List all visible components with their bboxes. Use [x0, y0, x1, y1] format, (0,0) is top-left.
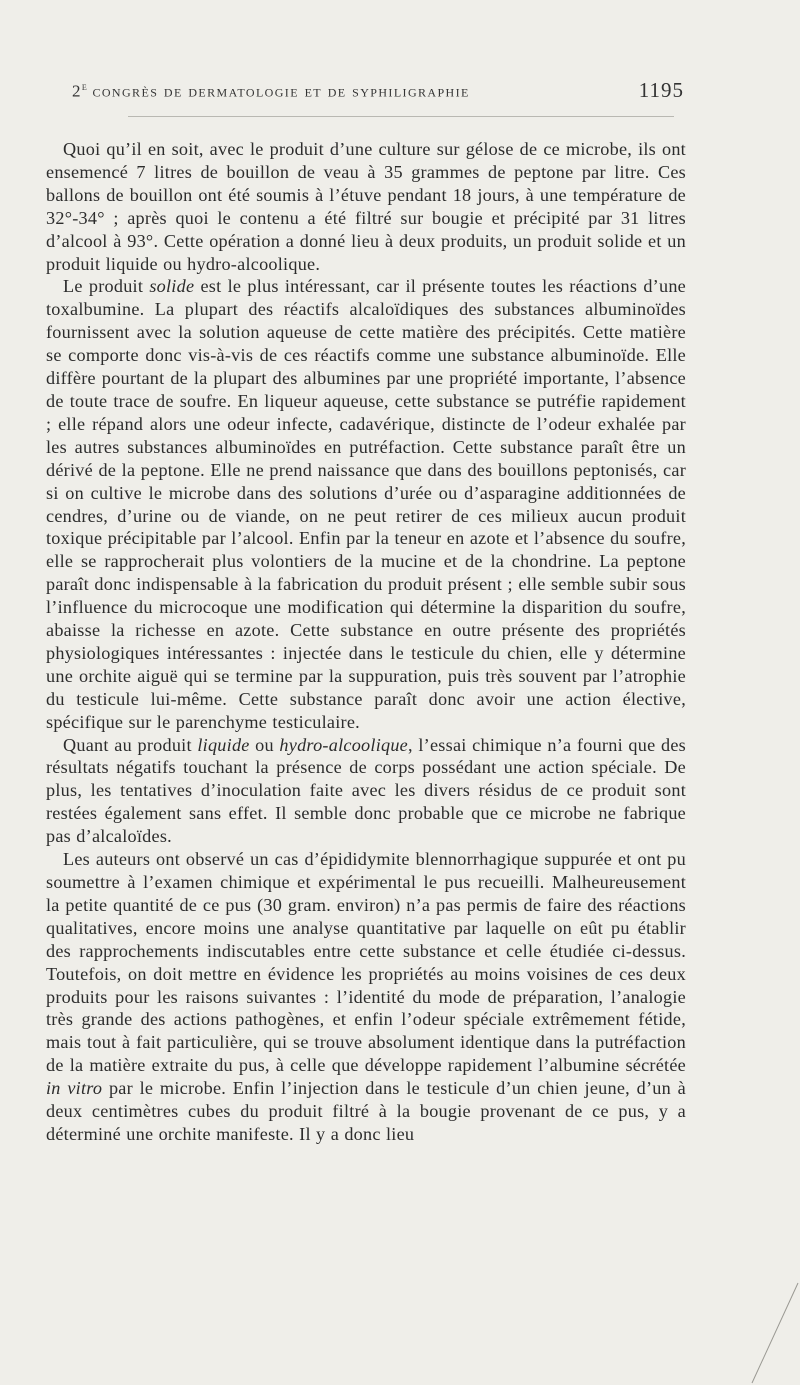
paragraph	[46, 734, 686, 849]
text-run: est le plus intéressant, car il présente toutes les réactions d’une toxalbumine. La plupart des réactifs alcaloïdiques des substances albuminoïdes fournissent avec la solution aqueuse de cette matière des précipités. Cette matière se comporte donc vis-à-vis de ces réactifs comme une substance albuminoïde. Elle diffère pourtant de la plupart des albumines par une propriété importante, l’absence de toute trace de soufre. En liqueur aqueuse, cette substance se putréfie rapidement ; elle répand alors une odeur infecte, cadavérique, distincte de l’odeur exhalée par les autres substances albuminoïdes en putréfaction. Cette substance paraît être un dérivé de la peptone. Elle ne prend naissance que dans des bouillons peptonisés, car si on cultive le microbe dans des solutions d’urée ou d’asparagine additionnées de cendres, d’urine ou de viande, on ne peut retirer de ces milieux aucun produit toxique précipitable par l’alcool. Enfin par la teneur en azote et l’absence du soufre, elle se rapprocherait plus volontiers de la mucine et de la chondrine. La peptone paraît donc indispensable à la fabrication du produit présent ; elle semble subir sous l’influence du microcoque une modification qui détermine la disparition du soufre, abaisse la richesse en azote. Cette substance en outre présente des propriétés physiologiques intéressantes : injectée dans le testicule du chien, elle y détermine une orchite aiguë qui se termine par la suppuration, puis très souvent par l’atrophie du testicule lui-même. Cette substance paraît donc avoir une action élective, spécifique sur le parenchyme testiculaire.	[46, 276, 686, 732]
italic-text: hydro-alcoolique	[279, 734, 409, 755]
page-corner-mark	[740, 1275, 800, 1385]
header-ordinal-suffix: e	[81, 81, 87, 94]
paragraph	[46, 848, 686, 1146]
italic-text: in vitro	[46, 1078, 103, 1099]
italic-text: liquide	[197, 734, 250, 755]
paragraph	[46, 275, 686, 733]
running-title	[72, 81, 470, 102]
paragraph	[46, 138, 686, 275]
italic-text: solide	[149, 276, 195, 297]
text-run: , l’essai chimique n’a fourni que des résultats négatifs touchant la présence de corps possédant une action spéciale. De plus, les tentatives d’inoculation faite avec les divers résidus de ce produit sont restées également sans effet. Il semble donc probable que ce microbe ne fabrique pas d’alcaloïdes.	[46, 734, 686, 847]
running-header	[72, 78, 684, 103]
header-ordinal: 2	[72, 82, 82, 101]
text-run: Quoi qu’il en soit, avec le produit d’une culture sur gélose de ce microbe, ils ont ensemencé 7 litres de bouillon de veau à 35 grammes de peptone par litre. Ces ballons de bouillon ont été soumis à l’étuve pendant 18 jours, à une température de 32°-34° ; après quoi le contenu a été filtré sur bougie et précipité par 31 litres d’alcool à 93°. Cette opération a donné lieu à deux produits, un produit solide et un produit liquide ou hydro-alcoolique.	[46, 139, 686, 274]
header-title: congrès de dermatologie et de syphiligraphie	[92, 82, 470, 101]
page-number: 1195	[638, 78, 684, 102]
text-run: Les auteurs ont observé un cas d’épididymite blennorrhagique suppurée et ont pu soumettre à l’examen chimique et expérimental le pus recueilli. Malheureusement la petite quantité de ce pus (30 gram. environ) n’a pas permis de faire des réactions qualitatives, encore moins une analyse quantitative par laquelle on eût pu établir des rapprochements indiscutables entre cette substance et celle étudiée ci-dessus. Toutefois, on doit mettre en évidence les propriétés au moins voisines de ces deux produits pour les raisons suivantes : l’identité du mode de préparation, l’analogie très grande des actions pathogènes, et enfin l’odeur spéciale extrêmement fétide, mais tout à fait particulière, qui se trouve absolument identique dans la putréfaction de la matière extraite du pus, à celle que développe rapidement l’albumine sécrétée	[46, 849, 686, 1076]
text-run: par le microbe. Enfin l’injection dans le testicule d’un chien jeune, d’un à deux centimètres cubes du produit filtré à la bougie provenant de ce pus, y a déterminé une orchite manifeste. Il y a donc lieu	[46, 1078, 686, 1144]
text-run: Quant au produit	[63, 734, 198, 755]
text-run: Le produit	[63, 276, 150, 297]
header-rule	[128, 116, 674, 117]
body-text	[46, 138, 686, 1146]
text-run: ou	[249, 734, 280, 755]
